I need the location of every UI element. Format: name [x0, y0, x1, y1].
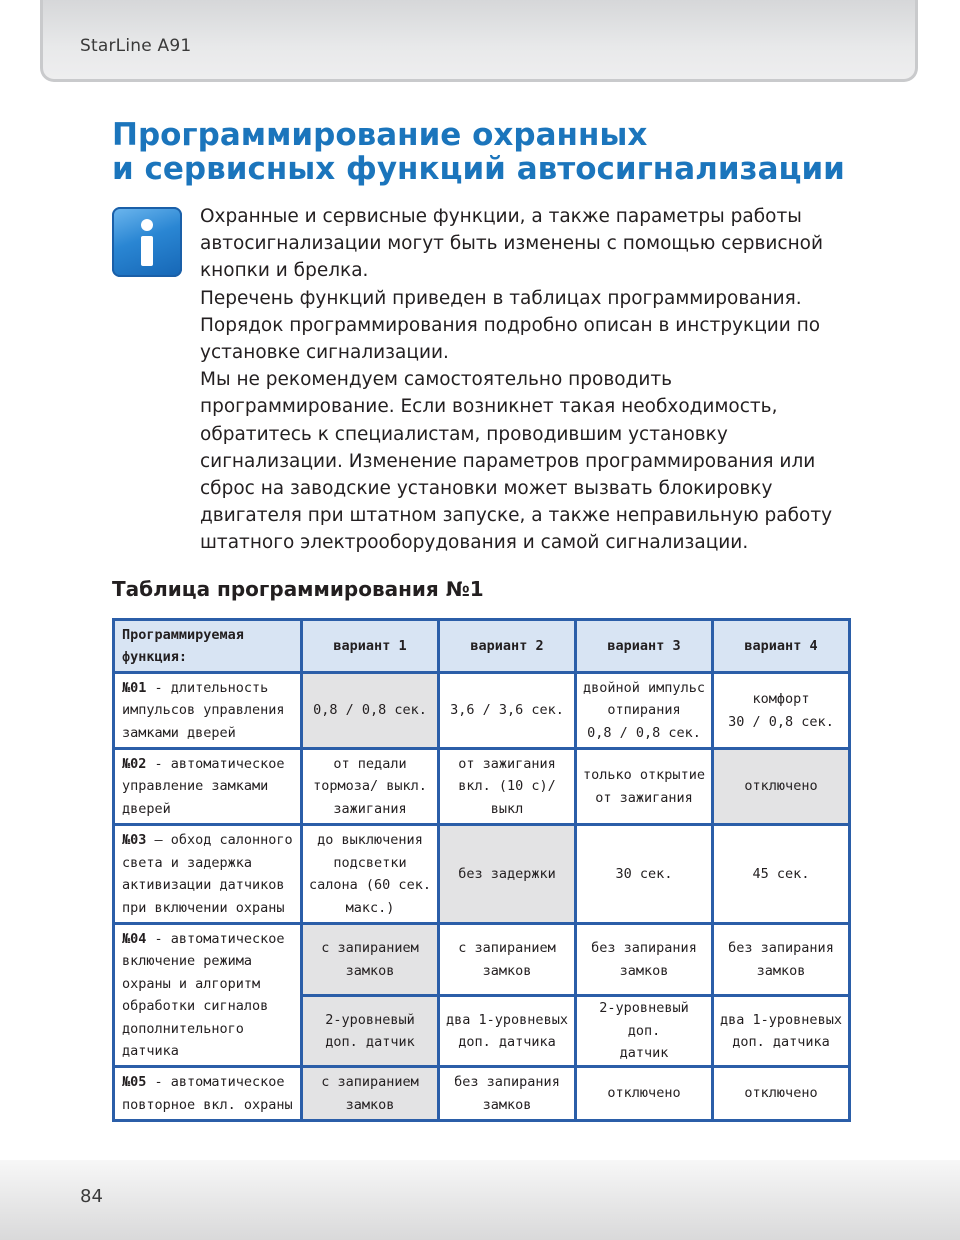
column-header: Программируемая функция:: [114, 620, 302, 673]
info-paragraph: Охранные и сервисные функции, а также параметры работы автосигнализации могут быть изменены с помощью сервисной кнопки и брелка.: [200, 206, 824, 282]
table-row: [114, 924, 850, 996]
page-title-line2: и сервисных функций автосигнализации: [112, 151, 845, 187]
function-number: №05: [122, 1074, 147, 1090]
page-title-line1: Программирование охранных: [112, 117, 648, 153]
function-description: - длительность импульсов управления замками дверей: [122, 679, 285, 741]
table-cell: до выключения подсветки салона (60 сек. макс.): [302, 825, 439, 924]
function-description: - автоматическое включение режима охраны и алгоритм обработки сигналов дополнительного датчика: [122, 930, 285, 1059]
page-number: 84: [80, 1186, 103, 1207]
function-number: №01: [122, 679, 147, 696]
column-header: вариант 2: [439, 620, 576, 673]
table-cell: два 1-уровневых доп. датчика: [713, 996, 850, 1067]
table-cell: два 1-уровневых доп. датчика: [439, 996, 576, 1067]
table-cell: с запиранием замков: [439, 924, 576, 996]
table-cell: комфорт 30 / 0,8 сек.: [713, 673, 850, 749]
function-number: №03: [122, 832, 147, 848]
programming-table: [112, 618, 851, 1122]
function-cell: [114, 749, 302, 825]
table-cell: 3,6 / 3,6 сек.: [439, 673, 576, 749]
function-description: - автоматическое повторное вкл. охраны: [122, 1074, 293, 1113]
info-paragraph: Перечень функций приведен в таблицах программирования. Порядок программирования подробно описан в инструкции по установке сигнализации.: [200, 287, 821, 364]
header-title: StarLine A91: [80, 36, 192, 56]
table-caption: Таблица программирования №1: [112, 577, 484, 601]
table-cell: 2-уровневый доп. датчик: [302, 996, 439, 1067]
function-cell: [114, 825, 302, 924]
table-cell: 0,8 / 0,8 сек.: [302, 673, 439, 749]
table-cell: с запиранием замков: [302, 1067, 439, 1121]
function-cell: [114, 924, 302, 1067]
info-icon: [112, 207, 182, 277]
column-header: вариант 3: [576, 620, 713, 673]
function-number: №02: [122, 755, 147, 772]
function-description: - автоматическое управление замками дверей: [122, 755, 285, 817]
table-cell: от зажигания вкл. (10 с)/выкл: [439, 749, 576, 825]
table-cell: с запиранием замков: [302, 924, 439, 996]
table-cell: 45 сек.: [713, 825, 850, 924]
table-cell: только открытие от зажигания: [576, 749, 713, 825]
function-description: – обход салонного света и задержка активизации датчиков при включении охраны: [122, 832, 293, 916]
column-header: вариант 4: [713, 620, 850, 673]
table-cell: без задержки: [439, 825, 576, 924]
table-row: [114, 1067, 850, 1121]
table-cell: двойной импульс отпирания 0,8 / 0,8 сек.: [576, 673, 713, 749]
table-row: [114, 673, 850, 749]
info-paragraph: Мы не рекомендуем самостоятельно проводить программирование. Если возникнет такая необходимость, обратитесь к специалистам, проводившим установку сигнализации. Изменение параметров программирования или сброс на заводские установки может вызвать блокировку двигателя при штатном запуске, а также неправильную работу штатного электрооборудования и самой сигнализации.: [200, 369, 833, 554]
table-header-row: [114, 620, 850, 673]
table-cell: 2-уровневый доп. датчик: [576, 996, 713, 1067]
function-cell: [114, 673, 302, 749]
table-cell: отключено: [576, 1067, 713, 1121]
column-header: вариант 1: [302, 620, 439, 673]
page-title: [112, 118, 912, 186]
function-cell: [114, 1067, 302, 1121]
table-row: [114, 825, 850, 924]
footer-band: [0, 1160, 960, 1240]
table-cell: от педали тормоза/ выкл. зажигания: [302, 749, 439, 825]
table-row: [114, 749, 850, 825]
table-cell: отключено: [713, 749, 850, 825]
table-cell: 30 сек.: [576, 825, 713, 924]
table-cell: отключено: [713, 1067, 850, 1121]
table-cell: без запирания замков: [576, 924, 713, 996]
table-cell: без запирания замков: [713, 924, 850, 996]
info-text: [200, 203, 860, 557]
table-cell: без запирания замков: [439, 1067, 576, 1121]
function-number: №04: [122, 930, 147, 947]
